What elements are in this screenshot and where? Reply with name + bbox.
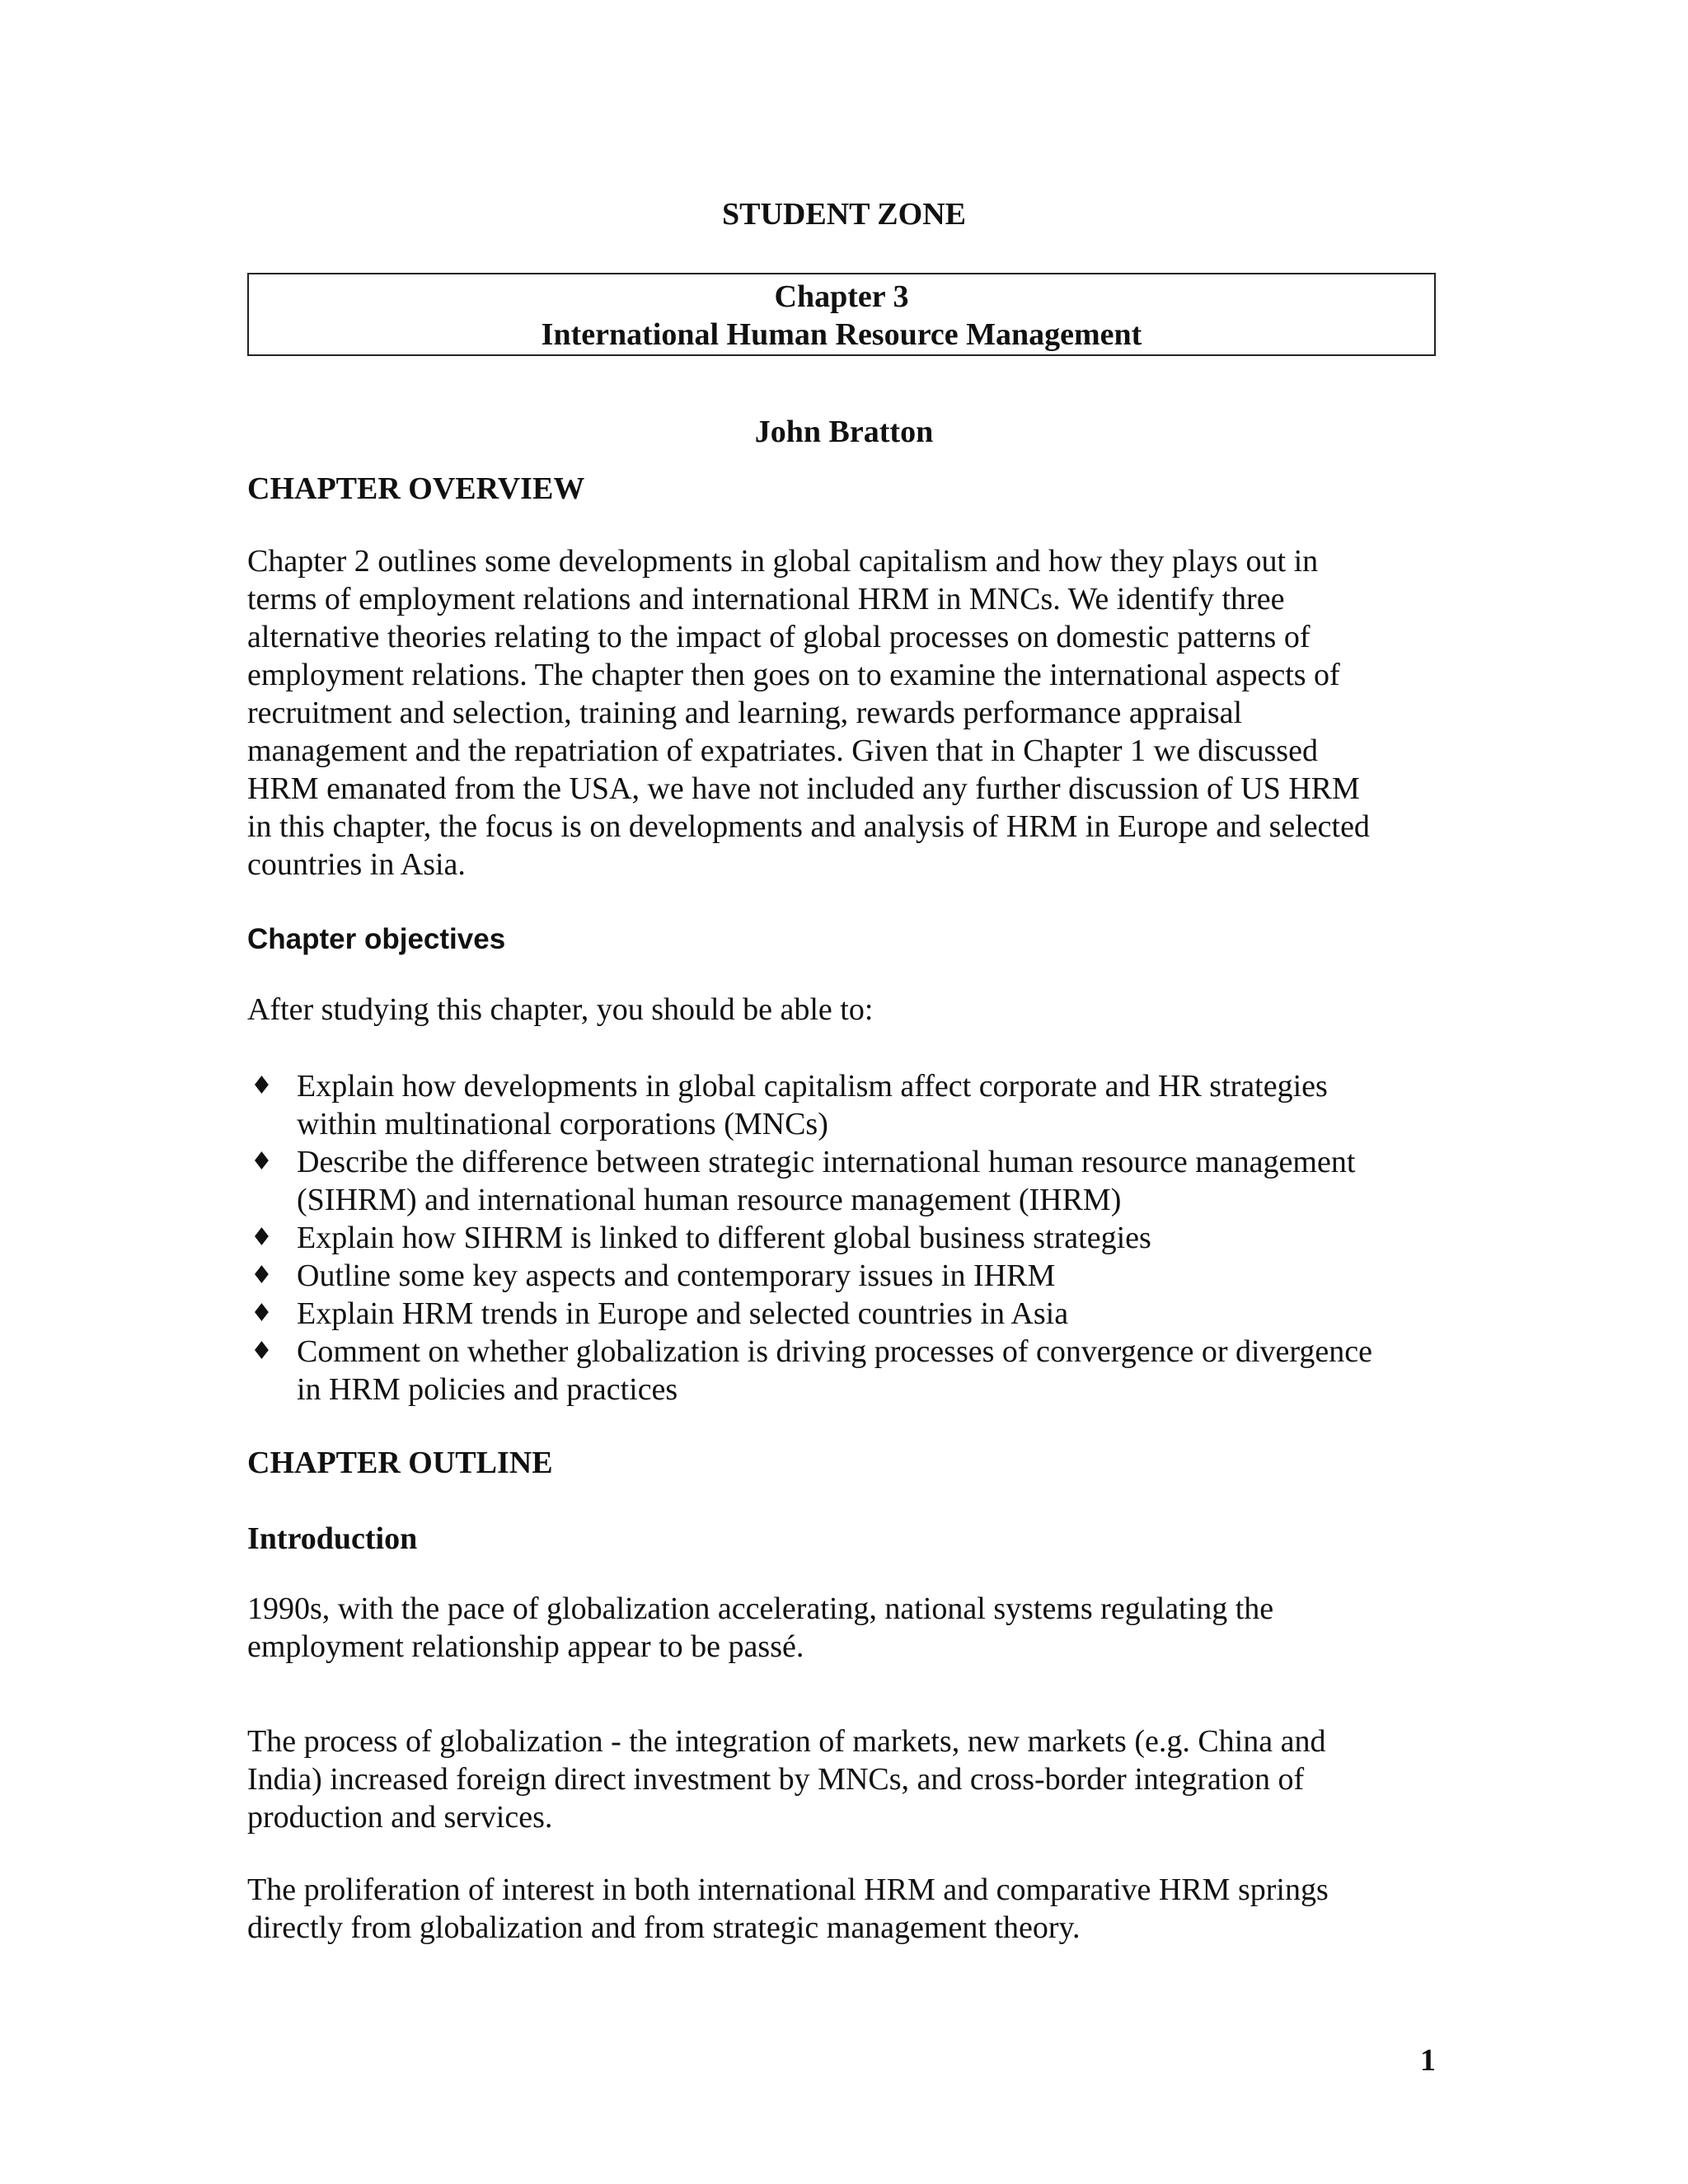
chapter-title-box: [247, 273, 1436, 356]
list-item: [247, 1295, 1451, 1333]
outline-paragraph-1: [247, 1590, 1451, 1666]
list-item-text: Explain HRM trends in Europe and selected countries in Asia: [297, 1296, 1069, 1331]
diamond-bullet-icon: ♦: [251, 1071, 273, 1100]
chapter-number: Chapter 3: [774, 279, 909, 314]
paragraph-line: employment relationship appear to be passé.: [247, 1629, 804, 1664]
diamond-bullet-icon: ♦: [251, 1261, 273, 1290]
page-number: 1: [1420, 2043, 1436, 2078]
diamond-bullet-icon: ♦: [251, 1223, 273, 1252]
author-name: John Bratton: [754, 415, 934, 449]
list-item-text: Outline some key aspects and contemporary issues in IHRM: [297, 1258, 1056, 1293]
paragraph-line: directly from globalization and from strategic management theory.: [247, 1910, 1081, 1945]
paragraph-line: The proliferation of interest in both international HRM and comparative HRM springs: [247, 1872, 1329, 1907]
list-item-text: Explain how SIHRM is linked to different global business strategies: [297, 1221, 1151, 1255]
list-item: [247, 1067, 1451, 1143]
list-item: [247, 1143, 1451, 1219]
chapter-title: International Human Resource Management: [541, 317, 1142, 352]
overview-heading: CHAPTER OVERVIEW: [247, 471, 585, 506]
overview-line: in this chapter, the focus is on developments and analysis of HRM in Europe and selected: [247, 809, 1370, 844]
overview-line: HRM emanated from the USA, we have not included any further discussion of US HRM: [247, 771, 1360, 806]
list-item-text: in HRM policies and practices: [297, 1372, 678, 1407]
paragraph-line: The process of globalization - the integration of markets, new markets (e.g. China and: [247, 1724, 1326, 1759]
objectives-heading: Chapter objectives: [247, 923, 506, 955]
outline-paragraph-2: [247, 1722, 1451, 1836]
objectives-intro: After studying this chapter, you should be able to:: [247, 992, 874, 1027]
introduction-heading: Introduction: [247, 1521, 418, 1556]
objectives-list: [247, 1067, 1451, 1408]
outline-paragraph-3: [247, 1871, 1451, 1947]
overview-line: countries in Asia.: [247, 847, 466, 882]
list-item-text: (SIHRM) and international human resource management (IHRM): [297, 1183, 1122, 1217]
overview-line: Chapter 2 outlines some developments in global capitalism and how they plays out in: [247, 544, 1319, 579]
overview-line: alternative theories relating to the impact of global processes on domestic patterns of: [247, 620, 1311, 654]
list-item-text: Comment on whether globalization is driving processes of convergence or divergence: [297, 1334, 1372, 1369]
paragraph-line: India) increased foreign direct investment by MNCs, and cross-border integration of: [247, 1762, 1305, 1797]
overview-paragraph: [247, 542, 1451, 883]
diamond-bullet-icon: ♦: [251, 1147, 273, 1176]
list-item-text: Explain how developments in global capitalism affect corporate and HR strategies: [297, 1069, 1328, 1104]
paragraph-line: 1990s, with the pace of globalization accelerating, national systems regulating the: [247, 1591, 1274, 1626]
list-item: [247, 1333, 1451, 1408]
overview-line: employment relations. The chapter then goes on to examine the international aspects of: [247, 658, 1340, 692]
paragraph-line: production and services.: [247, 1800, 553, 1835]
diamond-bullet-icon: ♦: [251, 1299, 273, 1328]
overview-line: management and the repatriation of expatriates. Given that in Chapter 1 we discussed: [247, 733, 1318, 768]
diamond-bullet-icon: ♦: [251, 1337, 273, 1366]
list-item-text: Describe the difference between strategic international human resource management: [297, 1145, 1356, 1179]
overview-line: terms of employment relations and international HRM in MNCs. We identify three: [247, 582, 1285, 616]
overview-line: recruitment and selection, training and learning, rewards performance appraisal: [247, 696, 1243, 730]
list-item: [247, 1219, 1451, 1257]
list-item: [247, 1257, 1451, 1295]
list-item-text: within multinational corporations (MNCs): [297, 1107, 828, 1141]
outline-heading: CHAPTER OUTLINE: [247, 1446, 553, 1480]
zone-title: STUDENT ZONE: [721, 197, 966, 232]
